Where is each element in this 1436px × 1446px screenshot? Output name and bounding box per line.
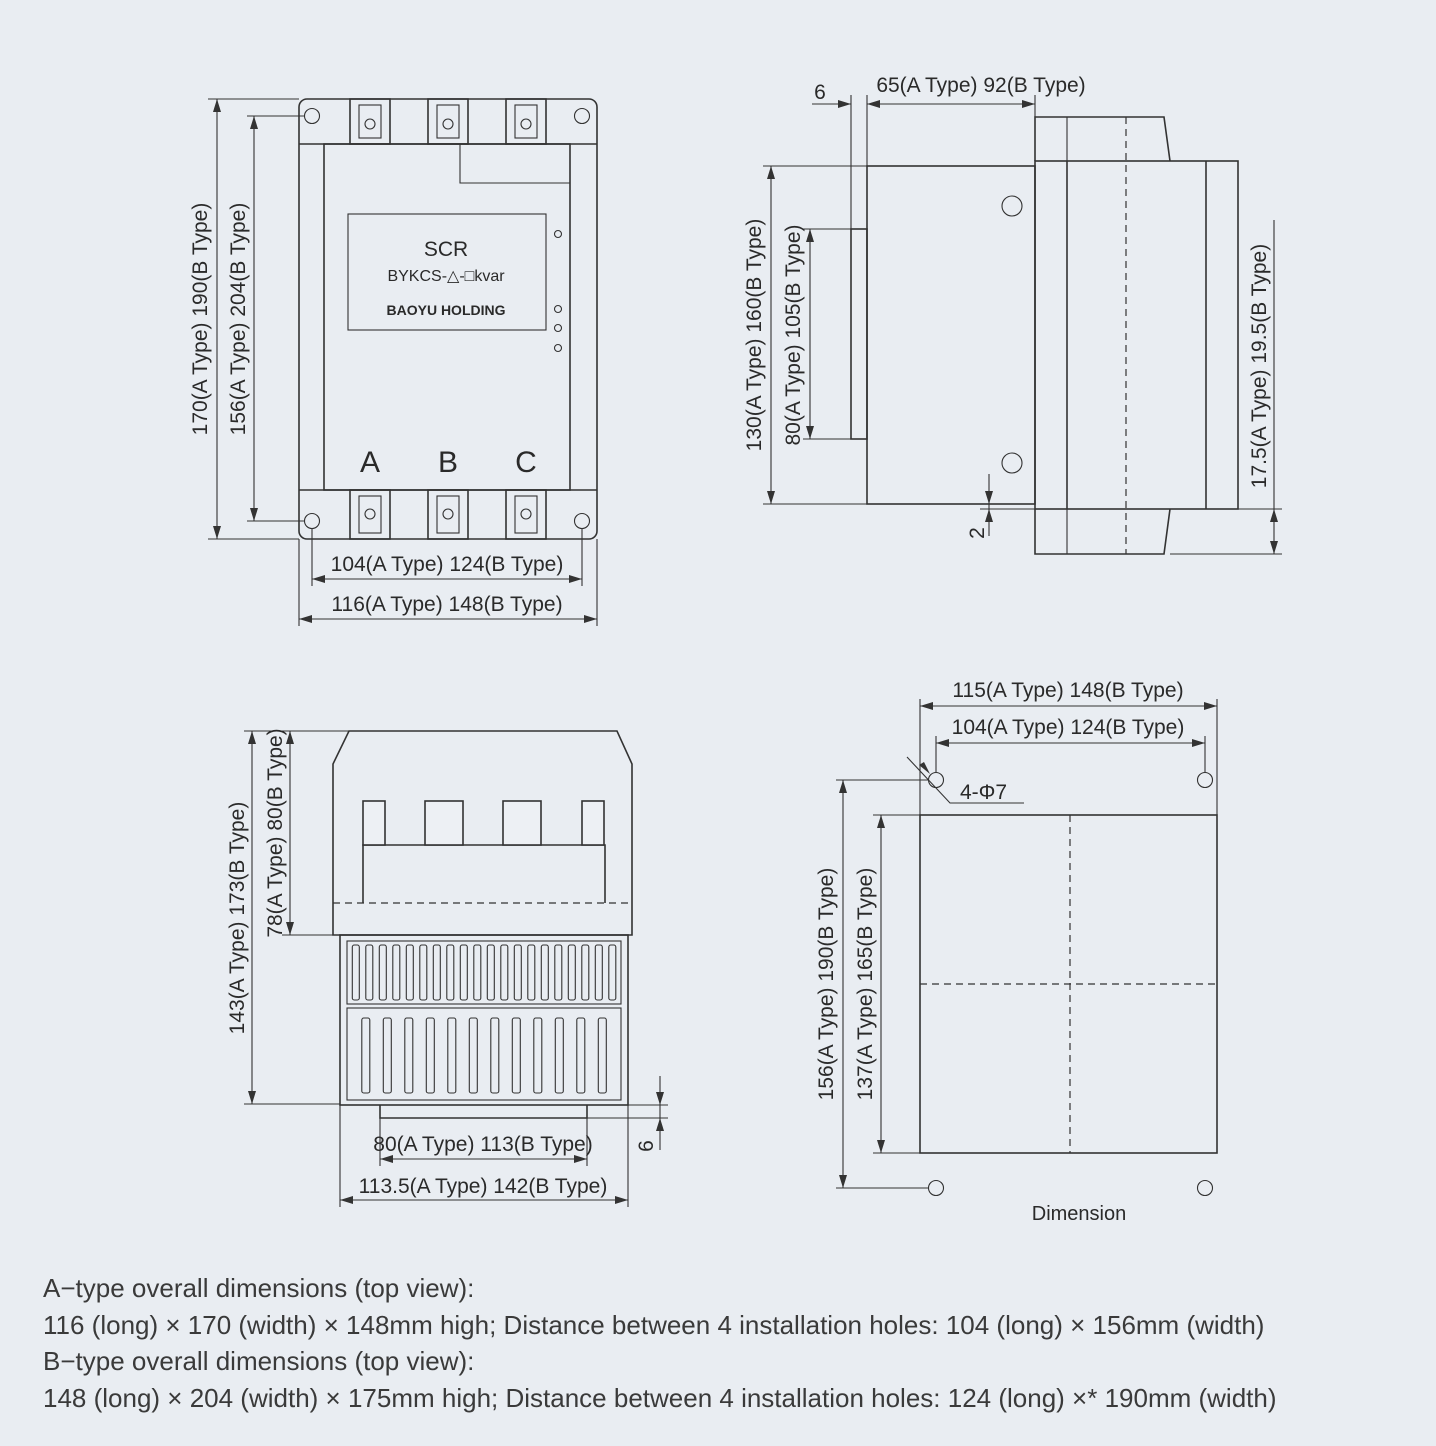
heatsink-fin: [352, 945, 359, 1000]
front-dim-height-inner: 156(A Type) 204(B Type): [227, 202, 250, 436]
mount-caption: Dimension: [1031, 1203, 1127, 1225]
heatsink-fin: [366, 945, 373, 1000]
label-line3: BAOYU HOLDING: [386, 302, 506, 318]
heatsink-fin: [447, 945, 454, 1000]
heatsink-fin: [460, 945, 467, 1000]
heatsink-fin: [433, 945, 440, 1000]
heatsink-fin: [534, 1018, 542, 1093]
end-dim-right-small: 6: [635, 1140, 658, 1152]
note-line-a-detail: 116 (long) × 170 (width) × 148mm high; Distance between 4 installation holes: 104 (long) × 156mm (width): [43, 1309, 1265, 1340]
front-dim-width-inner: 104(A Type) 124(B Type): [330, 553, 564, 576]
heatsink-fin: [469, 1018, 477, 1093]
dimension-notes: [43, 1270, 1403, 1416]
heatsink-fin: [405, 1018, 413, 1093]
mounting-view: [815, 679, 1217, 1225]
heatsink-fin: [448, 1018, 456, 1093]
heatsink-fin: [487, 945, 494, 1000]
heatsink-fin: [598, 1018, 606, 1093]
heatsink-fin: [595, 945, 602, 1000]
mount-dim-left-inner: 137(A Type) 165(B Type): [854, 867, 877, 1101]
heatsink-fin: [528, 945, 535, 1000]
side-dim-bottom-small: 2: [966, 527, 989, 539]
heatsink-fin: [393, 945, 400, 1000]
phase-a-label: A: [359, 446, 381, 479]
heatsink-fin: [512, 1018, 520, 1093]
mount-dim-left-outer: 156(A Type) 190(B Type): [815, 867, 838, 1101]
end-dim-left-inner: 78(A Type) 80(B Type): [264, 728, 287, 938]
mount-hole-callout: 4-Φ7: [960, 781, 1008, 804]
heatsink-fin: [406, 945, 413, 1000]
heatsink-fin: [555, 945, 562, 1000]
front-dim-width-outer: 116(A Type) 148(B Type): [331, 593, 563, 616]
heatsink-fin: [577, 1018, 585, 1093]
note-line-a-title: A−type overall dimensions (top view):: [43, 1273, 475, 1303]
side-dim-left-inner: 80(A Type) 105(B Type): [782, 224, 805, 446]
phase-c-label: C: [515, 446, 537, 479]
end-dim-bottom-inner: 80(A Type) 113(B Type): [373, 1133, 593, 1156]
label-line2: BYKCS-△-□kvar: [387, 268, 505, 285]
side-dim-left-outer: 130(A Type) 160(B Type): [743, 218, 766, 452]
heatsink-fin: [582, 945, 589, 1000]
label-line1: SCR: [423, 238, 469, 261]
side-dim-right: 17.5(A Type) 19.5(B Type): [1248, 243, 1271, 489]
mount-dim-top-outer: 115(A Type) 148(B Type): [952, 679, 1184, 702]
side-dim-top: 65(A Type) 92(B Type): [876, 74, 1086, 97]
side-view: [743, 74, 1282, 554]
heatsink-fin: [420, 945, 427, 1000]
note-line-b-title: B−type overall dimensions (top view):: [43, 1346, 475, 1376]
side-dim-top-small: 6: [814, 81, 826, 104]
mount-dim-top-inner: 104(A Type) 124(B Type): [951, 716, 1185, 739]
front-view: [189, 99, 597, 626]
end-dim-left-outer: 143(A Type) 173(B Type): [226, 801, 249, 1035]
heatsink-fin: [501, 945, 508, 1000]
heatsink-fin: [491, 1018, 499, 1093]
heatsink-fin: [514, 945, 521, 1000]
heatsink-fin: [568, 945, 575, 1000]
heatsink-fin: [379, 945, 386, 1000]
heatsink-fin: [555, 1018, 563, 1093]
heatsink-fin: [383, 1018, 391, 1093]
note-line-b-detail: 148 (long) × 204 (width) × 175mm high; Distance between 4 installation holes: 124 (long) ×* 190mm (width): [43, 1382, 1277, 1413]
heatsink-fin: [541, 945, 548, 1000]
phase-b-label: B: [437, 446, 459, 479]
heatsink-fin: [362, 1018, 370, 1093]
heatsink-fin: [609, 945, 616, 1000]
heatsink-fin: [474, 945, 481, 1000]
heatsink-fin: [426, 1018, 434, 1093]
front-dim-height-outer: 170(A Type) 190(B Type): [189, 202, 212, 436]
end-dim-bottom-outer: 113.5(A Type) 142(B Type): [358, 1175, 608, 1198]
end-view: [226, 728, 668, 1207]
